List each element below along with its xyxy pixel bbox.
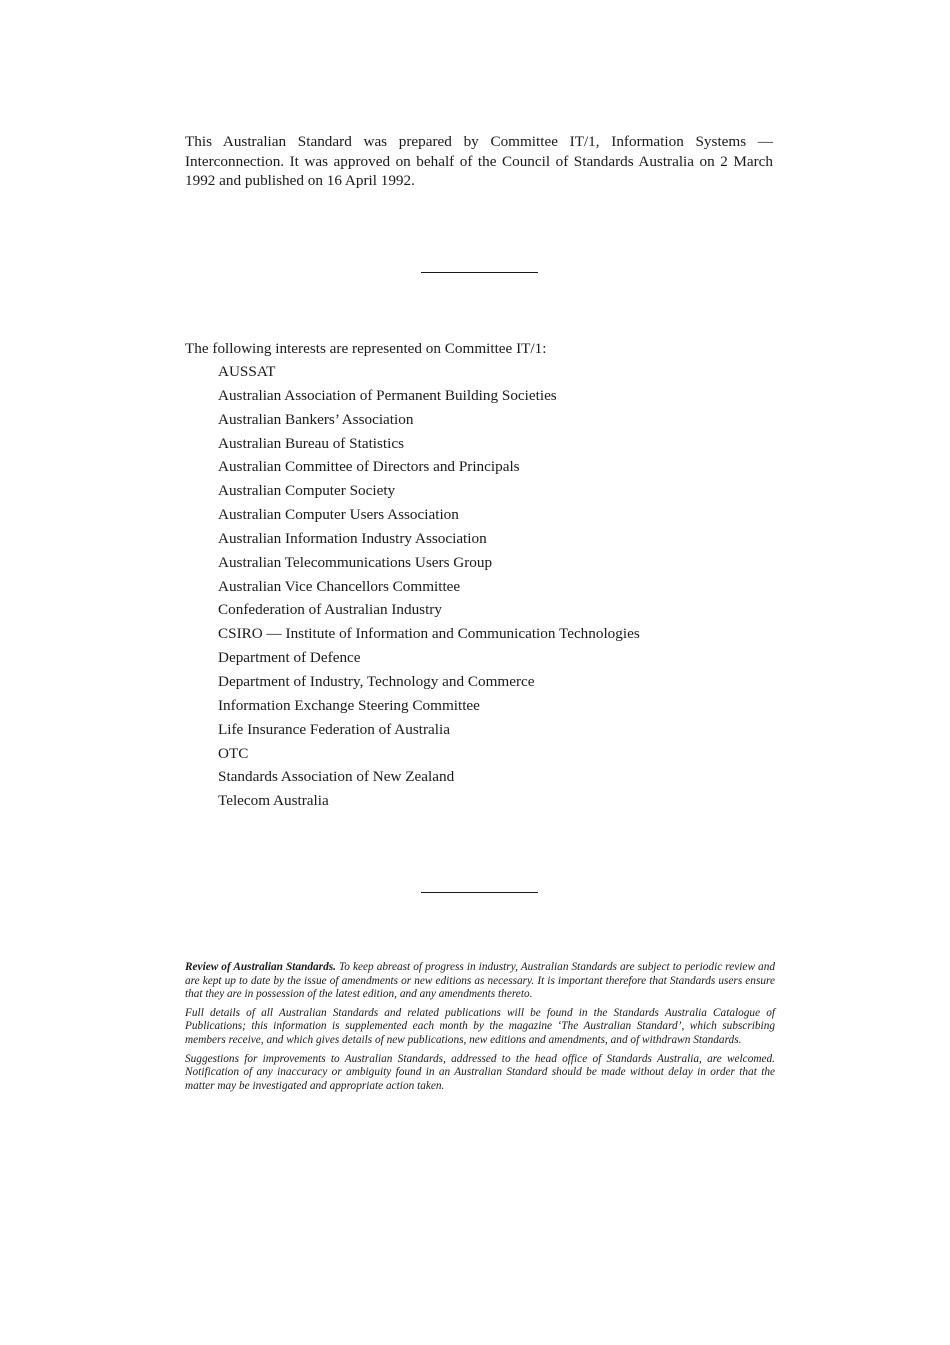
list-item: CSIRO — Institute of Information and Communication Technologies [218, 625, 640, 643]
preparation-statement: This Australian Standard was prepared by Committee IT/1, Information Systems — Interconnection. It was approved on behalf of the Council of Standards Australia on 2 March 1992 and published on 16 April 1992. [185, 133, 773, 189]
list-item: Standards Association of New Zealand [218, 768, 455, 786]
list-item: Confederation of Australian Industry [218, 601, 442, 619]
catalogue-note: Full details of all Australian Standards and related publications will be found in the Standards Australia Catalogue of Publications; this information is supplemented each month by the magazine ‘The Australian Standard’, which subscribing members receive, and which gives details of new publications, new editions and amendments, and of withdrawn Standards. [185, 1006, 775, 1046]
list-item: Australian Computer Users Association [218, 506, 459, 524]
list-item: Department of Industry, Technology and Commerce [218, 672, 535, 690]
list-item: Life Insurance Federation of Australia [218, 720, 450, 738]
list-item: Australian Telecommunications Users Group [218, 553, 493, 571]
list-item: Australian Computer Society [218, 482, 396, 500]
list-item: Australian Bankers’ Association [218, 410, 414, 428]
review-note-text: To keep abreast of progress in industry, Australian Standards are subject to periodic review and are kept up to date by the issue of amendments or new editions as necessary. It is important therefore that Standards users ensure that they are in possession of the latest edition, and any amendments thereto. [185, 961, 775, 1001]
review-note [185, 961, 775, 1002]
list-item: Telecom Australia [218, 792, 329, 810]
interests-list [218, 362, 640, 815]
section-divider-bottom [421, 892, 538, 893]
review-note-lead: Review of Australian Standards. [185, 961, 336, 973]
list-item: Australian Association of Permanent Building Societies [218, 386, 557, 404]
footnotes [185, 961, 775, 1098]
section-divider-top [421, 272, 538, 273]
list-item: AUSSAT [218, 363, 276, 380]
list-item: Australian Bureau of Statistics [218, 434, 405, 452]
list-item: Australian Information Industry Association [218, 529, 487, 547]
interests-heading: The following interests are represented on Committee IT/1: [185, 340, 547, 357]
list-item: Australian Committee of Directors and Principals [218, 458, 520, 476]
list-item: Department of Defence [218, 649, 361, 667]
suggestions-note: Suggestions for improvements to Australian Standards, addressed to the head office of Standards Australia, are welcomed. Notification of any inaccuracy or ambiguity found in an Australian Standard should be made without delay in order that the matter may be investigated and appropriate action taken. [185, 1052, 775, 1092]
list-item: Information Exchange Steering Committee [218, 696, 480, 714]
list-item: OTC [218, 744, 249, 762]
list-item: Australian Vice Chancellors Committee [218, 577, 461, 595]
